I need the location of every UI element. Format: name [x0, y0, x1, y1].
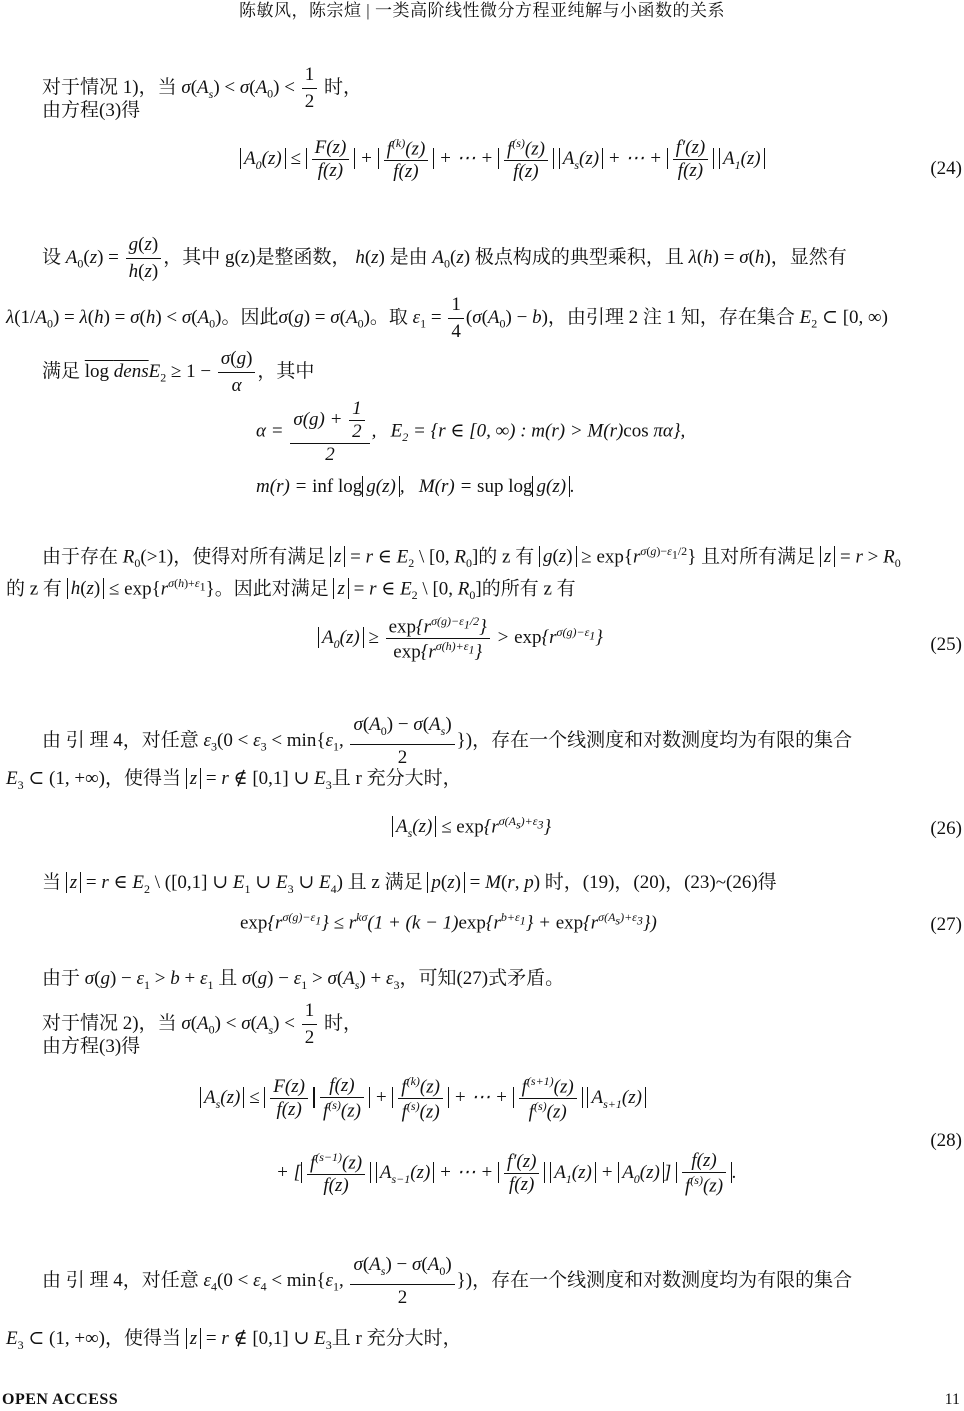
eq-number-26: (26): [930, 818, 962, 839]
open-access-label: OPEN ACCESS: [2, 1391, 119, 1408]
combine-line: 当 z = r ∈ $E_2$ \ ([0,1] ∪ $E_1$ ∪ $E_3$ ∪ $E_4$) 且 z 满足 p(z) = M(r, p) 时，(19)，(20)，(23)~(26)得: [42, 872, 777, 896]
equation-24: $A_0(z)$ ≤ $\frac{F(z)}{f(z)}$ + $\frac{f^{(k)}(z)}{f(z)}$ + ⋯ + $\frac{f^{(s)}(z)}{f(z)}$ $A_s(z)$ + ⋯ + $\frac{f'(z)}{f(z)}$ $A_1(z)$: [240, 136, 765, 183]
set-A0-line: 设 $A_0(z)$ = $\frac{g(z)}{h(z)}$ ，其中 g(z)是整函数， h(z) 是由 $A_0(z)$ 极点构成的典型乘积，且 λ(h) = σ(h)，显然有: [42, 234, 847, 282]
lemma4-line-2: 由 引 理 4，对任意 $\varepsilon_4(0 < \varepsilon_4 < \min\{\varepsilon_1$, $\frac{\sigma(A_s) - \sigma(A_0)}{2}$ })，存在一个线测度和对数测度均为有限的集合: [42, 1254, 853, 1308]
eq-number-28: (28): [930, 1130, 962, 1151]
h-bound-line: 的 z 有 $h(z) \le \exp\{r^{\sigma(h)+\varepsilon_1}\}$。因此对满足 z = r ∈ $E_2$ \ [0, $R_0$]的所有 z 有: [6, 576, 576, 603]
contradiction-line: 由于 $\sigma(g) - \varepsilon_1 > b + \varepsilon_1$ 且 $\sigma(g) - \varepsilon_1 > \sigma(A_s) + \varepsilon_3$，可知(27)式矛盾。: [42, 968, 565, 992]
m-M-definition: m(r) = inf log g(z) , M(r) = sup log g(z) .: [256, 476, 575, 497]
logdens-line: 满足 log densE$_2$ ≥ 1 − $\frac{\sigma(g)}{\alpha}$ ，其中: [42, 348, 315, 396]
equation-26: $A_s(z) \le \exp\{r^{\sigma(A_s)+\varepsilon_3}\}$: [392, 814, 551, 841]
R0-line: 由于存在 $R_0(>1)$，使得对所有满足 z = r ∈ $E_2$ \ [0, $R_0$]的 z 有 $g(z) \ge \exp\{r^{\sigma(g)-\varepsilon_1/2}\}$ 且对所有满足 $z = r > R_0$: [42, 544, 901, 571]
eq-number-27: (27): [930, 914, 962, 935]
eq-number-25: (25): [930, 634, 962, 655]
eq-number-24: (24): [930, 158, 962, 179]
from-equation-3b: 由方程(3)得: [42, 1036, 141, 1057]
lemma4-line: 由 引 理 4，对任意 $\varepsilon_3(0 < \varepsilon_3 < \min\{\varepsilon_1$, $\frac{\sigma(A_0) - \sigma(A_s)}{2}$ })，存在一个线测度和对数测度均为有限的集合: [42, 714, 853, 768]
lambda-line: $\lambda(1/A_0) = \lambda(h) = \sigma(h) < \sigma(A_0)$。因此$\sigma(g) = \sigma(A_0)$。取 $\varepsilon_1$ = $\frac{1}{4}$ $(\sigma(A_0) - b)$，由引理 2 注 1 知，存在集合 $E_2$ ⊂ [0, ∞): [6, 294, 888, 342]
E3-line: $E_3$ ⊂ (1, +∞)，使得当 z = r ∉ [0,1] ∪ $E_3$且 r 充分大时，: [6, 768, 462, 792]
equation-28-line2: + [ $\frac{f^{(s-1)}(z)}{f(z)}$ $A_{s-1}(z)$ + ⋯ + $\frac{f'(z)}{f(z)}$ $A_1(z) + A_0(z)$ ] $\frac{f(z)}{f^{(s)}(z)}$ .: [276, 1150, 737, 1197]
running-header: 陈敏风，陈宗煊 | 一类高阶线性微分方程亚纯解与小函数的关系: [239, 1, 725, 20]
case1-line: 对于情况 1)，当 $\sigma(A_s) < \sigma(A_0)$ < $\frac{1}{2}$ 时，: [42, 64, 362, 112]
alpha-definition: α = σ(g) + $\frac{1}{2}$ 2 , $E_2 = \{r$ ∈ [0, ∞) : m(r) > M(r)cos πα},: [256, 398, 686, 465]
equation-27: $\exp\{r^{\sigma(g)-\varepsilon_1}\} \le r^{k\sigma}(1 + (k - 1)\exp\{r^{b+\varepsilon_1}\} + \exp\{r^{\sigma(A_s)+\varepsilon_3}\})$: [240, 910, 657, 934]
equation-28-line1: $A_s(z)$ ≤ $\frac{F(z)}{f(z)}$ $\frac{f(z)}{f^{(s)}(z)}$ + $\frac{f^{(k)}(z)}{f^{(s)}(z)}$ + ⋯ + $\frac{f^{(s+1)}(z)}{f^{(s)}(z)}$ $A_{s+1}(z)$: [200, 1074, 646, 1124]
equation-25: $A_0(z)$ ≥ $\frac{\exp\{r^{\sigma(g)-\varepsilon_1/2}\}}{\exp\{r^{\sigma(h)+\varepsilon_1}\}}$ > $\exp\{r^{\sigma(g)-\varepsilon_1}\}$: [318, 614, 603, 664]
case2-line: 对于情况 2)，当 $\sigma(A_0) < \sigma(A_s)$ < $\frac{1}{2}$ 时，: [42, 1000, 362, 1048]
E3-line-2: $E_3$ ⊂ (1, +∞)，使得当 z = r ∉ [0,1] ∪ $E_3$且 r 充分大时，: [6, 1328, 462, 1352]
from-equation-3: 由方程(3)得: [42, 100, 141, 121]
page-number: 11: [944, 1391, 960, 1408]
